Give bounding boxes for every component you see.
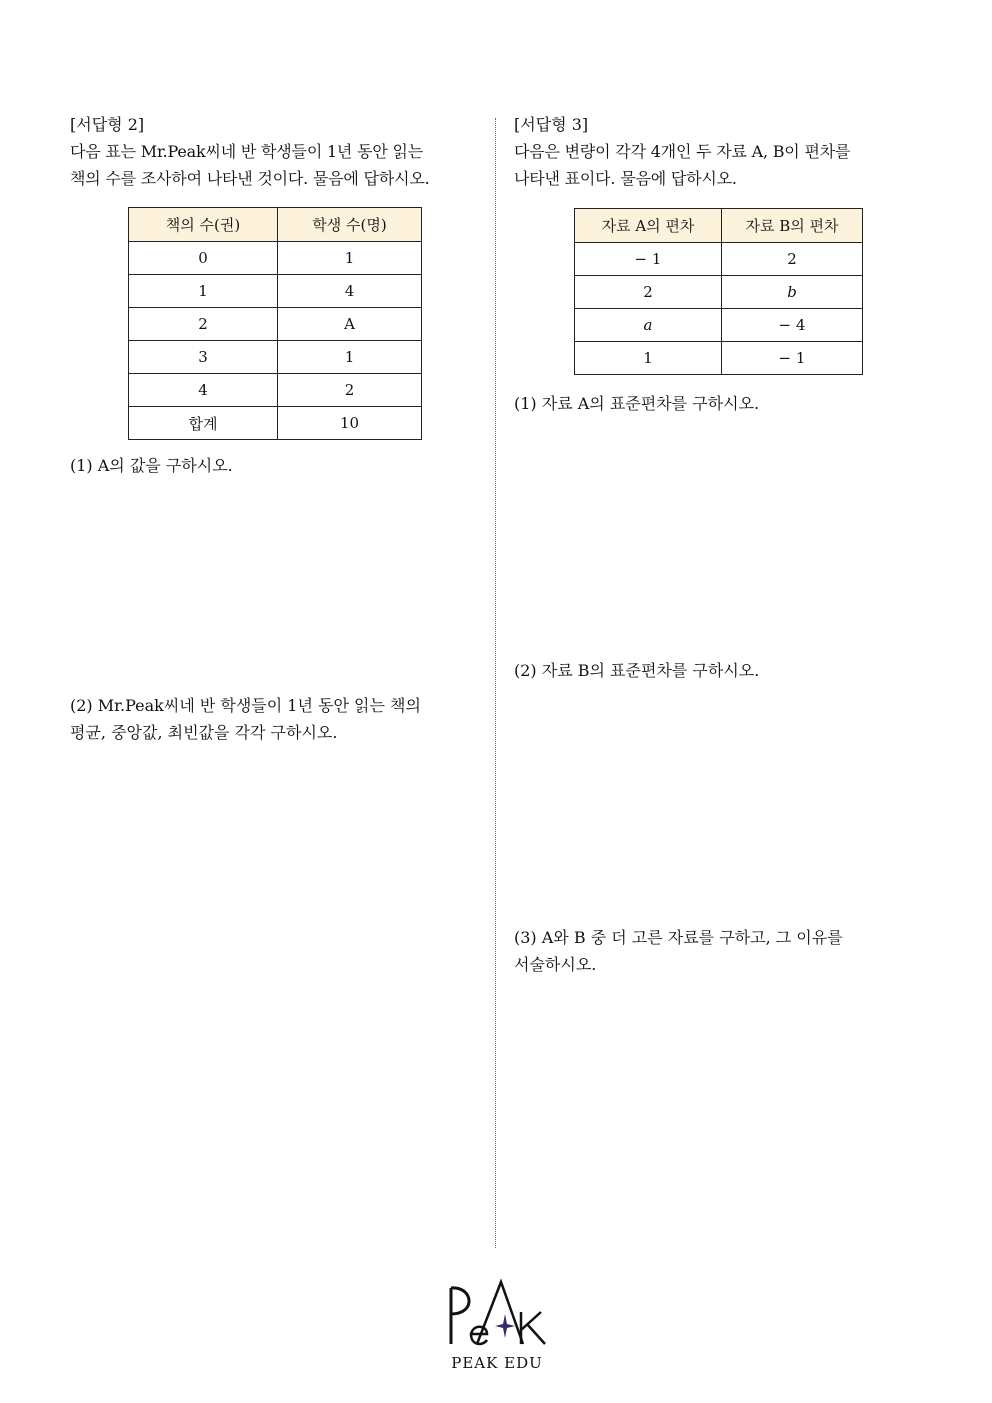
table-cell: 2 [278,374,422,407]
problem-2-title: [서답형 2] [70,115,145,134]
table-cell: 2 [129,308,278,341]
table-cell: 1 [278,341,422,374]
table-cell: A [278,308,422,341]
table-cell: 1 [575,342,722,375]
problem-3-intro-line2: 나타낸 표이다. 물음에 답하시오. [514,169,737,188]
problem-3-question-3-line2: 서술하시오. [514,955,597,974]
logo-text: PEAK EDU [451,1354,543,1372]
table-row [129,275,422,308]
table-cell: − 1 [722,342,863,375]
table-cell: 합계 [129,407,278,440]
table-cell: 4 [278,275,422,308]
table-row [575,309,863,342]
books-table [128,207,422,440]
table-cell: 3 [129,341,278,374]
table-cell: a [575,309,722,342]
table-row [575,276,863,309]
table-cell: 10 [278,407,422,440]
problem-2-intro-line2: 책의 수를 조사하여 나타낸 것이다. 물음에 답하시오. [70,169,430,188]
table-header: 자료 A의 편차 [575,209,722,243]
table-cell: − 4 [722,309,863,342]
problem-3 [514,112,914,375]
problem-3-intro-line1: 다음은 변량이 각각 4개인 두 자료 A, B이 편차를 [514,142,851,161]
table-row [575,342,863,375]
table-header: 학생 수(명) [278,208,422,242]
table-row [129,308,422,341]
table-row [575,243,863,276]
table-row [129,374,422,407]
problem-3-title: [서답형 3] [514,115,589,134]
column-divider [495,118,496,1248]
table-cell: 2 [575,276,722,309]
table-row [129,341,422,374]
problem-3-question-3-line1: (3) A와 B 중 더 고른 자료를 구하고, 그 이유를 [514,928,843,947]
peak-logo-mark-icon [443,1276,551,1352]
table-cell: b [722,276,863,309]
problem-2-question-1: (1) A의 값을 구하시오. [70,456,233,475]
problem-3-question-1: (1) 자료 A의 표준편차를 구하시오. [514,394,760,413]
problem-2-question-2 [70,692,470,746]
table-cell: 2 [722,243,863,276]
problem-2-intro-line1: 다음 표는 Mr.Peak씨네 반 학생들이 1년 동안 읽는 [70,142,423,161]
table-cell: 1 [278,242,422,275]
problem-3-question-3 [514,924,914,978]
table-cell: 1 [129,275,278,308]
table-cell: 4 [129,374,278,407]
table-row [129,242,422,275]
problem-2-question-2-line2: 평균, 중앙값, 최빈값을 각각 구하시오. [70,723,338,742]
table-cell: 0 [129,242,278,275]
deviation-table [574,208,863,375]
problem-2 [70,112,465,440]
problem-2-question-2-line1: (2) Mr.Peak씨네 반 학생들이 1년 동안 읽는 책의 [70,696,421,715]
peak-edu-logo [443,1276,551,1376]
star-icon [495,1314,515,1338]
table-header: 자료 B의 편차 [722,209,863,243]
table-header: 책의 수(권) [129,208,278,242]
table-row-total [129,407,422,440]
table-cell: − 1 [575,243,722,276]
problem-3-question-2: (2) 자료 B의 표준편차를 구하시오. [514,661,760,680]
